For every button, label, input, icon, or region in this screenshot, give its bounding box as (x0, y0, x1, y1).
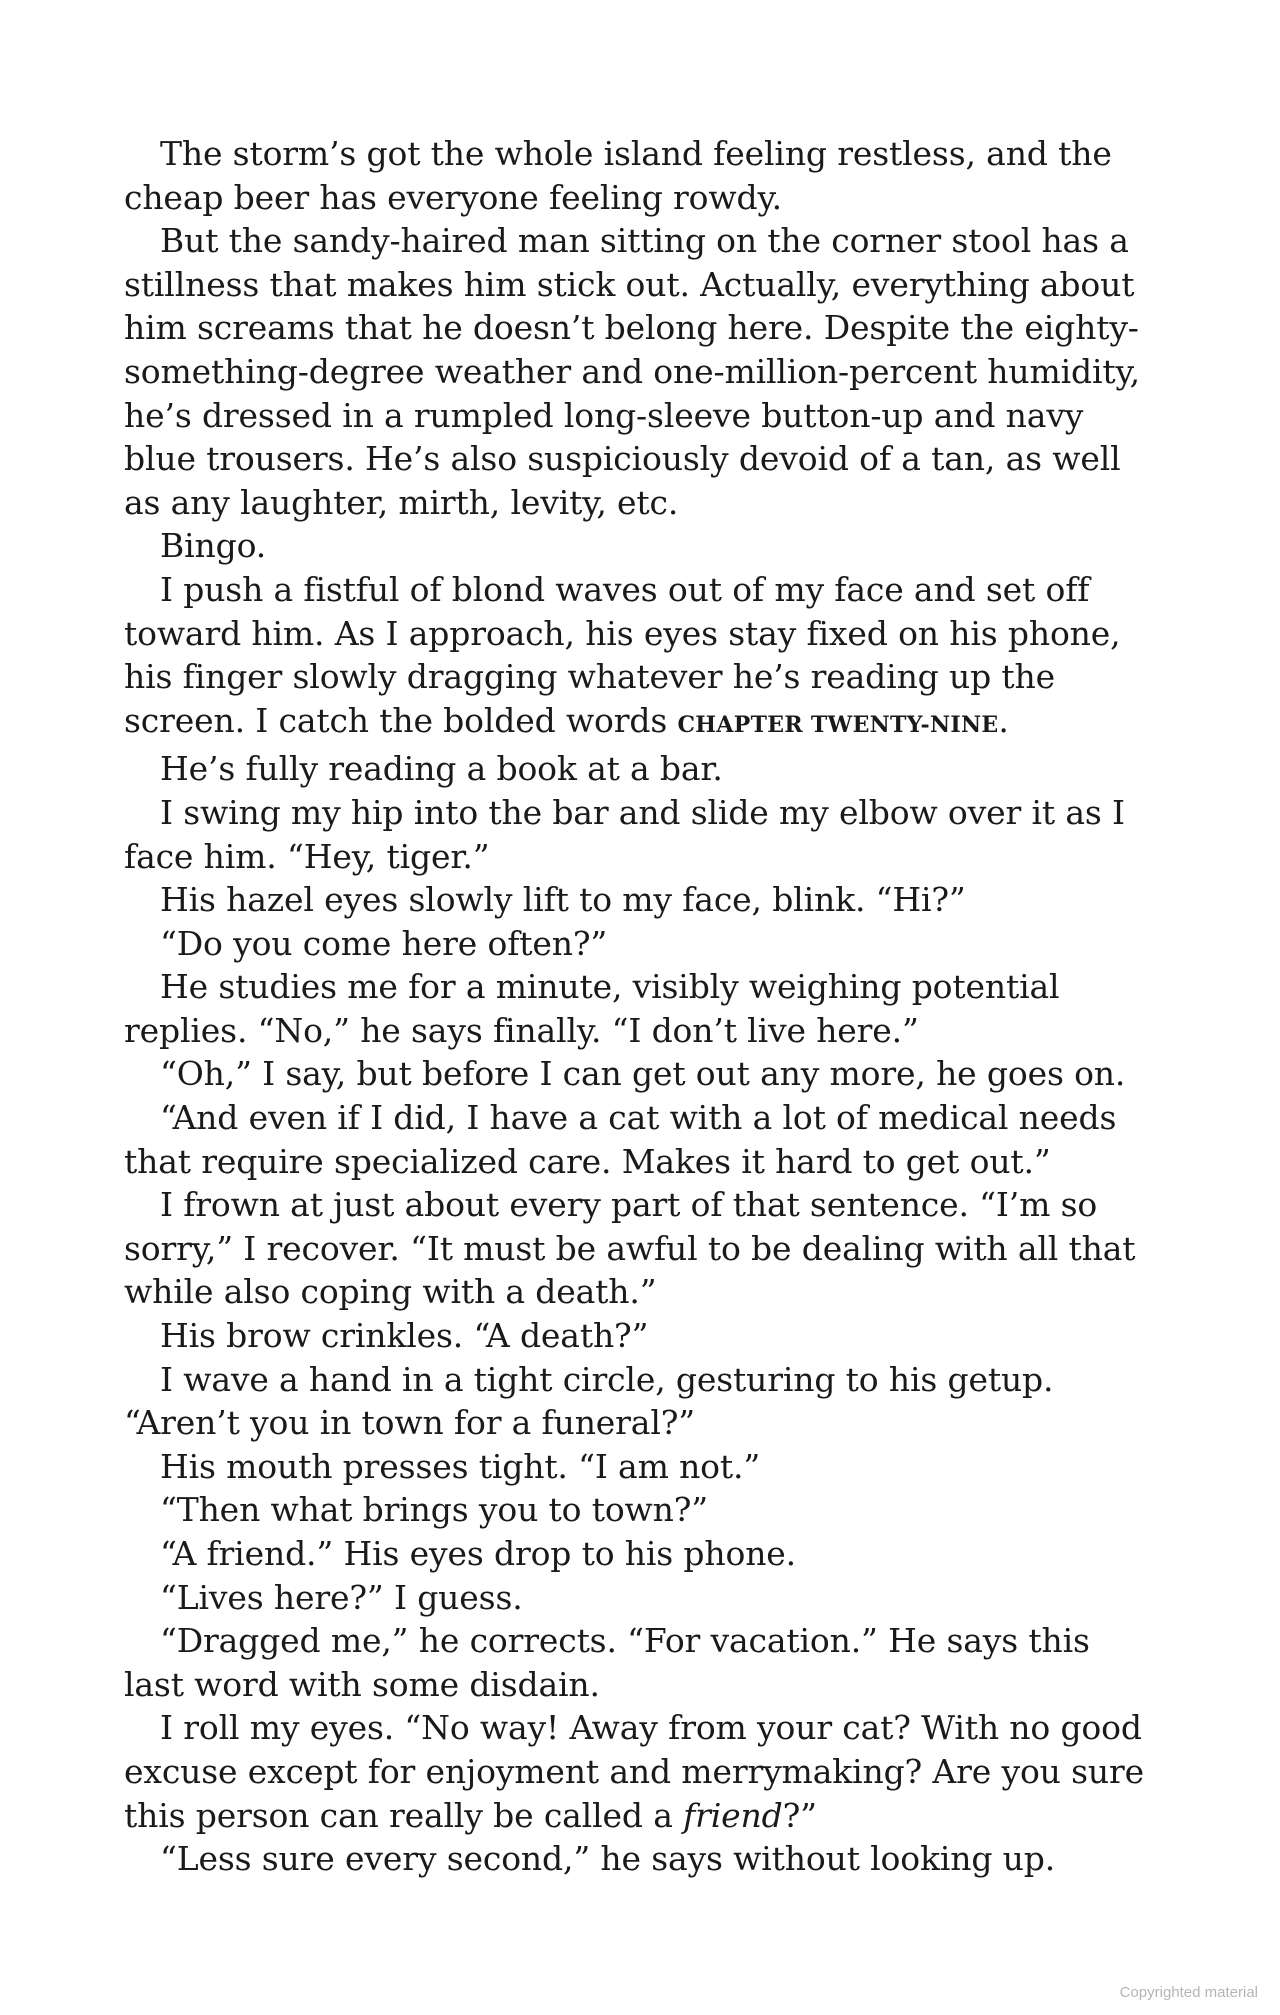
chapter-heading-mention: CHAPTER TWENTY-NINE (677, 711, 999, 738)
paragraph-6: I swing my hip into the bar and slide my elbow over it as I face him. “Hey, tiger.” (124, 792, 1125, 876)
paragraph-15: His mouth presses tight. “I am not.” (160, 1446, 761, 1486)
paragraph-20-text: I roll my eyes. “No way! Away from your cat? With no good excuse except for enjoyment and merrymaking? Are you sure this person can really be called a (124, 1708, 1145, 1835)
paragraph-2: But the sandy-haired man sitting on the corner stool has a stillness that makes him stick out. Actually, everything about him screams that he doesn’t belong here. Despite the eighty-something-degree weather and one-million-percent humidity, he’s dressed in a rumpled long-sleeve button-up and navy blue trousers. He’s also suspiciously devoid of a tan, as well as any laughter, mirth, levity, etc. (124, 221, 1140, 522)
paragraph-19: “Dragged me,” he corrects. “For vacation.” He says this last word with some disdain. (124, 1621, 1090, 1704)
paragraph-17: “A friend.” His eyes drop to his phone. (160, 1534, 797, 1573)
paragraph-9: He studies me for a minute, visibly weighing potential replies. “No,” he says finally. “I don’t live here.” (124, 967, 1060, 1050)
paragraph-16: “Then what brings you to town?” (160, 1490, 709, 1530)
paragraph-12: I frown at just about every part of that sentence. “I’m so sorry,” I recover. “It must be awful to be dealing with all that while also coping with a death.” (124, 1185, 1136, 1312)
paragraph-5: He’s fully reading a book at a bar. (160, 749, 723, 789)
paragraph-21: “Less sure every second,” he says without looking up. (160, 1839, 1056, 1879)
paragraph-7: His hazel eyes slowly lift to my face, blink. “Hi?” (160, 880, 966, 920)
paragraph-3: Bingo. (160, 526, 267, 566)
paragraph-11: “And even if I did, I have a cat with a lot of medical needs that require specialized care. Makes it hard to get out.” (124, 1098, 1117, 1181)
paragraph-4-end: . (998, 700, 1009, 740)
paragraph-4-text: I push a fistful of blond waves out of my face and set off toward him. As I approach, his eyes stay fixed on his phone, his finger slowly dragging whatever he’s reading up the screen. I catch the bolded words (124, 569, 1121, 740)
paragraph-20 (124, 1706, 1156, 1837)
paragraph-1: The storm’s got the whole island feeling restless, and the cheap beer has everyone feeling rowdy. (124, 134, 1112, 217)
italic-word-friend: friend (683, 1795, 783, 1835)
paragraph-14: I wave a hand in a tight circle, gesturing to his getup. “Aren’t you in town for a funeral?” (124, 1359, 1054, 1443)
paragraph-20-end: ?” (782, 1795, 817, 1835)
paragraph-8: “Do you come here often?” (160, 923, 608, 963)
paragraph-4 (124, 568, 1156, 747)
paragraph-18: “Lives here?” I guess. (160, 1577, 523, 1617)
copyright-watermark: Copyrighted material (1119, 1984, 1258, 2001)
paragraph-10: “Oh,” I say, but before I can get out any more, he goes on. (160, 1054, 1126, 1094)
paragraph-13: His brow crinkles. “A death?” (160, 1316, 649, 1356)
